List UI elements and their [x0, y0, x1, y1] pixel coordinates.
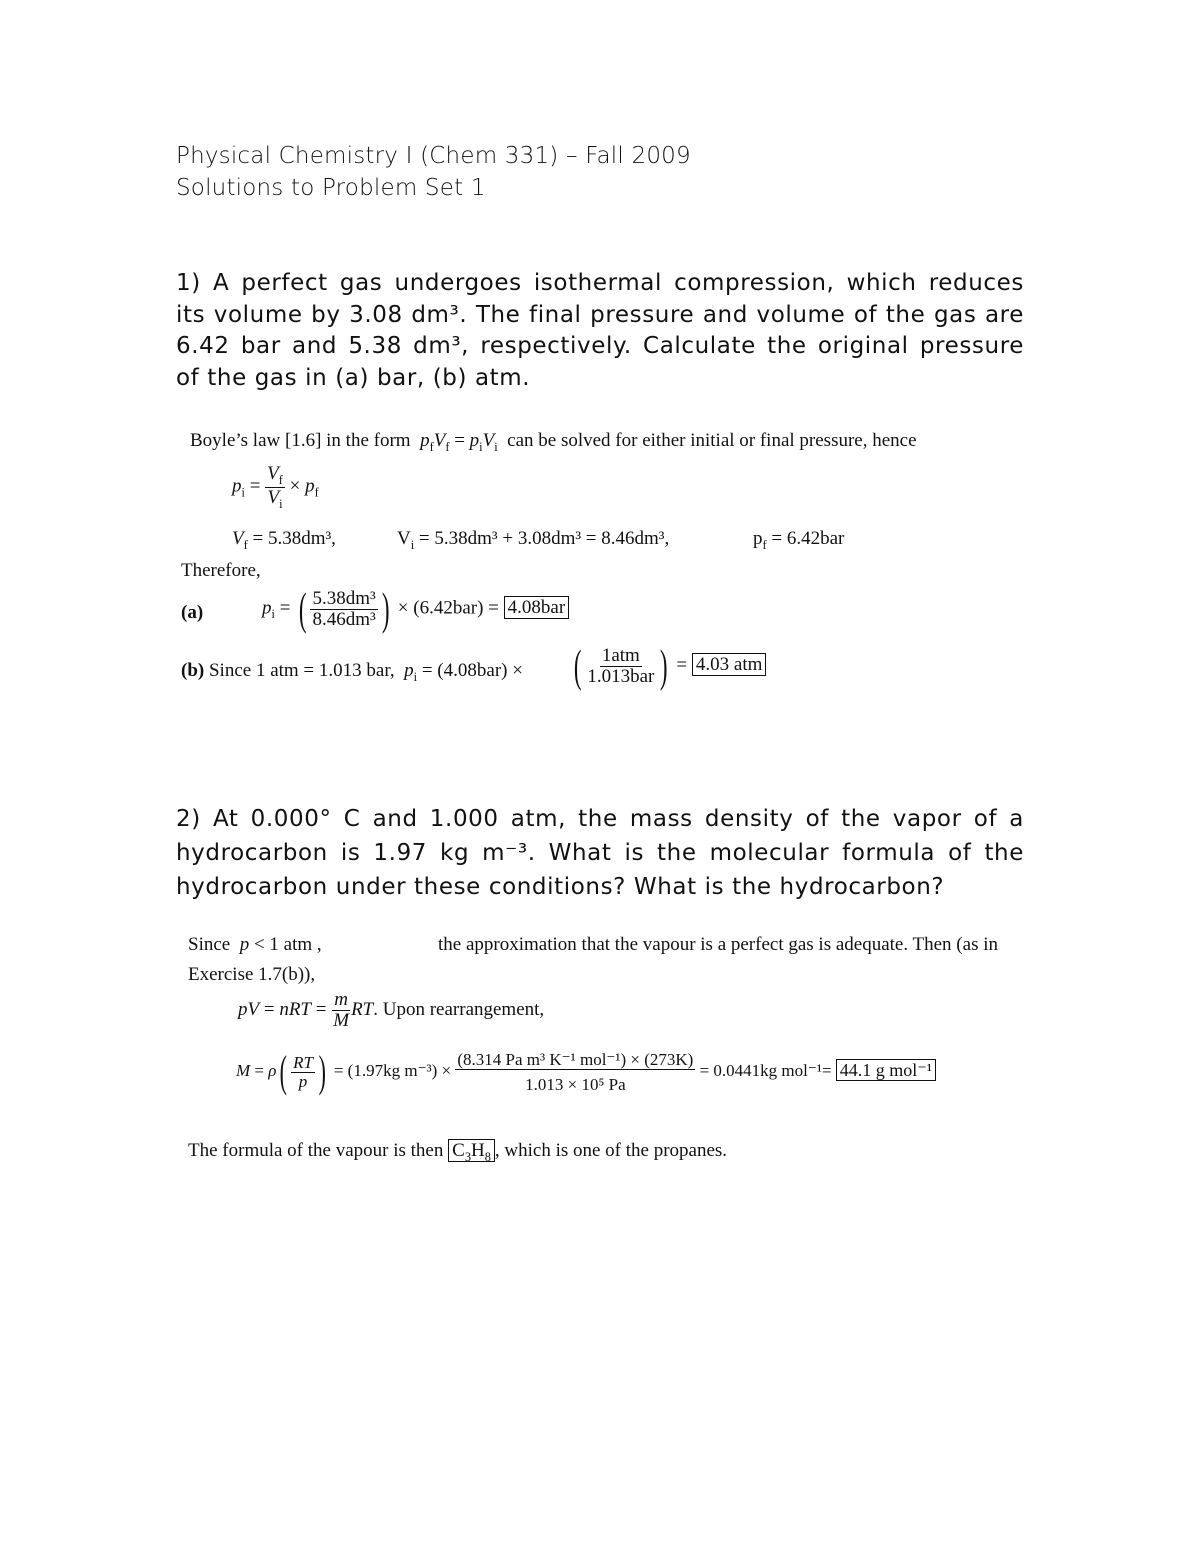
therefore-label: Therefore, [181, 560, 261, 581]
boyles-law-intro-b: can be solved for either initial or final pressure, hence [507, 430, 917, 451]
part-b-frac-num: 1atm [601, 644, 640, 666]
formula-intro: The formula of the vapour is then [188, 1140, 444, 1161]
part-a-times: × (6.42bar) = [397, 597, 499, 619]
pf-value: = 6.42bar [771, 528, 845, 549]
part-b-expr: = (4.08bar) × [421, 660, 523, 681]
density-term: = (1.97kg m⁻³) × [333, 1060, 452, 1080]
molar-mass-equation: M = ρ( $\frac{RT}{p}$ ) = (1.97kg m⁻³) × $\frac{\text{(8.314 Pa m³ K⁻¹ mol⁻¹) × (273K)}}{\text{1.013 × 10⁵ Pa}}$ = 0.0441kg mol⁻¹= 44.1 g mol⁻¹ [236, 1050, 936, 1094]
part-a-equation: $p_i$ = ( $\frac{\text{5.38dm³}}{\text{8.46dm³}}$ ) × (6.42bar) = 4.08bar [262, 586, 569, 632]
course-title: Physical Chemistry I (Chem 331) – Fall 2009 [176, 143, 691, 169]
part-a-frac-num: 5.38dm³ [312, 587, 376, 609]
part-a-answer-box: 4.08bar [504, 596, 570, 619]
boyles-law-intro: Boyle’s law [1.6] in the form $p_fV_f = p_iV_i$ can be solved for either initial or final pressure, hence [190, 430, 917, 454]
part-a-frac-den: 8.46dm³ [312, 608, 376, 630]
formula-answer-box: $C_3H_8$ [448, 1139, 495, 1162]
since-line: Since p < 1 atm , the approximation that the vapour is a perfect gas is adequate. Then (as in [188, 934, 998, 955]
part-b-label: (b) [181, 660, 205, 681]
problem-2-statement: 2) At 0.000° C and 1.000 atm, the mass density of the vapor of a hydrocarbon is 1.97 kg m⁻³. What is the molecular formula of the hydrocarbon under these conditions? What is the hydrocarbon? [176, 806, 1024, 900]
boyles-law-intro-a: Boyle’s law [1.6] in the form [190, 430, 411, 451]
rearrangement-text: . Upon rearrangement, [373, 998, 545, 1020]
approximation-text: the approximation that the vapour is a perfect gas is adequate. Then (as in [438, 934, 998, 955]
vi-value: = 5.38dm³ + 3.08dm³ = 8.46dm³, [418, 528, 670, 549]
part-b-line: (b) Since 1 atm = 1.013 bar, $p_i = (4.08bar)$ × [181, 660, 523, 684]
document-subtitle: Solutions to Problem Set 1 [176, 175, 486, 201]
pf-values: $p_f = 6.42bar$ [753, 528, 845, 552]
molar-mass-numerator: (8.314 Pa m³ K⁻¹ mol⁻¹) × (273K) [457, 1049, 694, 1069]
pi-formula: $p_i$ = $\frac{V_f}{V_i}$ × $p_f$ [232, 463, 319, 511]
ideal-gas-equation: pV = nRT = $\frac{m}{M}$ RT. Upon rearrangement, [238, 989, 545, 1031]
molar-mass-result: = 0.0441kg mol⁻¹= [699, 1060, 832, 1080]
vi-values: $V_i = 5.38dm^3 + 3.08dm^3 = 8.46dm^3$, [397, 528, 670, 552]
since-label: Since [188, 934, 231, 955]
part-b-fraction: ( $\frac{\text{1atm}}{\text{1.013bar}}$ ) = 4.03 atm [570, 643, 766, 689]
molar-mass-answer-box: 44.1 g mol⁻¹ [836, 1059, 936, 1081]
part-a-label: (a) [181, 602, 204, 623]
problem-1-statement: 1) A perfect gas undergoes isothermal compression, which reduces its volume by 3.08 dm³. The final pressure and volume of the gas are 6.42 bar and 5.38 dm³, respectively. Calculate the original pressure of the gas in (a) bar, (b) atm. [176, 270, 1024, 391]
part-b-text: Since 1 atm = 1.013 bar, [208, 660, 395, 681]
formula-conclusion: , which is one of the propanes. [494, 1140, 728, 1161]
part-b-frac-den: 1.013bar [587, 665, 655, 687]
exercise-reference: Exercise 1.7(b)), [188, 964, 316, 985]
molar-mass-denominator: 1.013 × 10⁵ Pa [525, 1074, 626, 1094]
formula-line [188, 1140, 727, 1165]
given-values: $V_f = 5.38dm^3$, [232, 528, 336, 552]
part-b-answer-box: 4.03 atm [692, 653, 767, 676]
vf-value: = 5.38dm³, [252, 528, 336, 549]
